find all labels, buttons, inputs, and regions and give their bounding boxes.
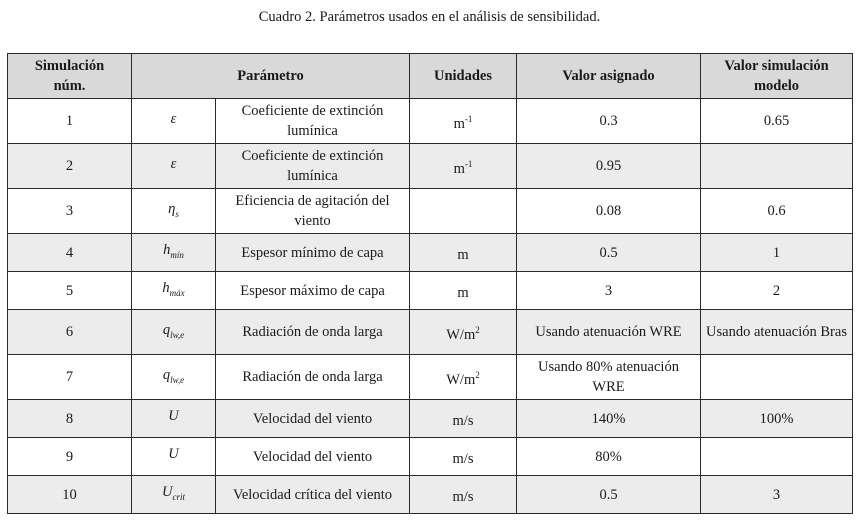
assigned-value: 0.3 bbox=[517, 99, 701, 144]
assigned-value: 0.95 bbox=[517, 144, 701, 189]
param-symbol bbox=[132, 476, 216, 514]
model-value: Usando atenuación Bras bbox=[701, 310, 853, 355]
param-symbol bbox=[132, 272, 216, 310]
header-units: Unidades bbox=[410, 54, 517, 99]
symbol-main: U bbox=[162, 484, 173, 501]
param-units bbox=[410, 272, 517, 310]
unit-base: m/s bbox=[452, 488, 474, 505]
header-assigned: Valor asignado bbox=[517, 54, 701, 99]
header-param: Parámetro bbox=[132, 54, 410, 99]
param-description: Velocidad del viento bbox=[216, 400, 410, 438]
assigned-value: 140% bbox=[517, 400, 701, 438]
param-symbol bbox=[132, 310, 216, 355]
param-description: Velocidad crítica del viento bbox=[216, 476, 410, 514]
param-description: Radiación de onda larga bbox=[216, 355, 410, 400]
param-units bbox=[410, 355, 517, 400]
assigned-value: 3 bbox=[517, 272, 701, 310]
table-row bbox=[8, 99, 853, 144]
param-description: Eficiencia de agitación del viento bbox=[216, 189, 410, 234]
sim-number: 2 bbox=[8, 144, 132, 189]
symbol-main: q bbox=[162, 321, 171, 338]
param-symbol bbox=[132, 234, 216, 272]
symbol-main: h bbox=[162, 280, 170, 297]
symbol-main: ε bbox=[170, 155, 177, 172]
assigned-value: Usando atenuación WRE bbox=[517, 310, 701, 355]
sim-number: 6 bbox=[8, 310, 132, 355]
param-units bbox=[410, 99, 517, 144]
param-symbol bbox=[132, 189, 216, 234]
symbol-sub: mín bbox=[170, 249, 184, 260]
table-row bbox=[8, 400, 853, 438]
param-units bbox=[410, 310, 517, 355]
symbol-sub: s bbox=[175, 208, 179, 219]
sim-number: 7 bbox=[8, 355, 132, 400]
table-row bbox=[8, 272, 853, 310]
param-description: Espesor máximo de capa bbox=[216, 272, 410, 310]
symbol-sub: máx bbox=[169, 287, 185, 298]
model-value: 1 bbox=[701, 234, 853, 272]
model-value: 0.65 bbox=[701, 99, 853, 144]
assigned-value: Usando 80% atenuación WRE bbox=[517, 355, 701, 400]
unit-base: W/m bbox=[446, 371, 476, 388]
model-value bbox=[701, 144, 853, 189]
header-sim: Simulación núm. bbox=[8, 54, 132, 99]
table-row bbox=[8, 355, 853, 400]
unit-base: m bbox=[457, 246, 469, 263]
param-units bbox=[410, 438, 517, 476]
unit-base: m bbox=[453, 160, 465, 177]
assigned-value: 80% bbox=[517, 438, 701, 476]
header-row bbox=[8, 54, 853, 99]
param-units bbox=[410, 144, 517, 189]
table-row bbox=[8, 438, 853, 476]
param-description: Coeficiente de extinción lumínica bbox=[216, 144, 410, 189]
table-row bbox=[8, 144, 853, 189]
param-description: Espesor mínimo de capa bbox=[216, 234, 410, 272]
unit-exponent: 2 bbox=[475, 369, 480, 380]
table-caption: Cuadro 2. Parámetros usados en el análisis de sensibilidad. bbox=[258, 9, 601, 25]
symbol-main: U bbox=[168, 446, 179, 463]
symbol-main: U bbox=[168, 408, 179, 425]
assigned-value: 0.5 bbox=[517, 234, 701, 272]
parameters-table bbox=[7, 53, 853, 514]
param-symbol bbox=[132, 438, 216, 476]
unit-base: m/s bbox=[452, 450, 474, 467]
model-value bbox=[701, 438, 853, 476]
sim-number: 10 bbox=[8, 476, 132, 514]
sim-number: 8 bbox=[8, 400, 132, 438]
param-description: Radiación de onda larga bbox=[216, 310, 410, 355]
symbol-main: q bbox=[162, 366, 171, 383]
param-description: Coeficiente de extinción lumínica bbox=[216, 99, 410, 144]
sim-number: 3 bbox=[8, 189, 132, 234]
symbol-sub: crit bbox=[172, 491, 185, 502]
table-row bbox=[8, 234, 853, 272]
unit-base: m bbox=[457, 284, 469, 301]
model-value: 3 bbox=[701, 476, 853, 514]
unit-exponent: -1 bbox=[464, 113, 473, 124]
param-units bbox=[410, 400, 517, 438]
unit-base: W/m bbox=[446, 326, 476, 343]
model-value: 0.6 bbox=[701, 189, 853, 234]
sim-number: 5 bbox=[8, 272, 132, 310]
param-units bbox=[410, 476, 517, 514]
symbol-main: ε bbox=[170, 110, 177, 127]
symbol-main: h bbox=[163, 242, 171, 259]
symbol-sub: lw,e bbox=[170, 329, 185, 340]
param-symbol bbox=[132, 99, 216, 144]
symbol-sub: lw,e bbox=[170, 374, 185, 385]
param-symbol bbox=[132, 400, 216, 438]
sim-number: 4 bbox=[8, 234, 132, 272]
assigned-value: 0.08 bbox=[517, 189, 701, 234]
model-value: 2 bbox=[701, 272, 853, 310]
param-units bbox=[410, 189, 517, 234]
table-row bbox=[8, 310, 853, 355]
param-symbol bbox=[132, 144, 216, 189]
param-description: Velocidad del viento bbox=[216, 438, 410, 476]
sim-number: 1 bbox=[8, 99, 132, 144]
sim-number: 9 bbox=[8, 438, 132, 476]
unit-base: m bbox=[453, 115, 465, 132]
assigned-value: 0.5 bbox=[517, 476, 701, 514]
table-row bbox=[8, 476, 853, 514]
model-value: 100% bbox=[701, 400, 853, 438]
unit-base: m/s bbox=[452, 412, 474, 429]
param-units bbox=[410, 234, 517, 272]
param-symbol bbox=[132, 355, 216, 400]
model-value bbox=[701, 355, 853, 400]
table-row bbox=[8, 189, 853, 234]
header-model: Valor simulación modelo bbox=[701, 54, 853, 99]
unit-exponent: -1 bbox=[464, 158, 473, 169]
unit-exponent: 2 bbox=[475, 324, 480, 335]
symbol-main: η bbox=[168, 200, 176, 217]
